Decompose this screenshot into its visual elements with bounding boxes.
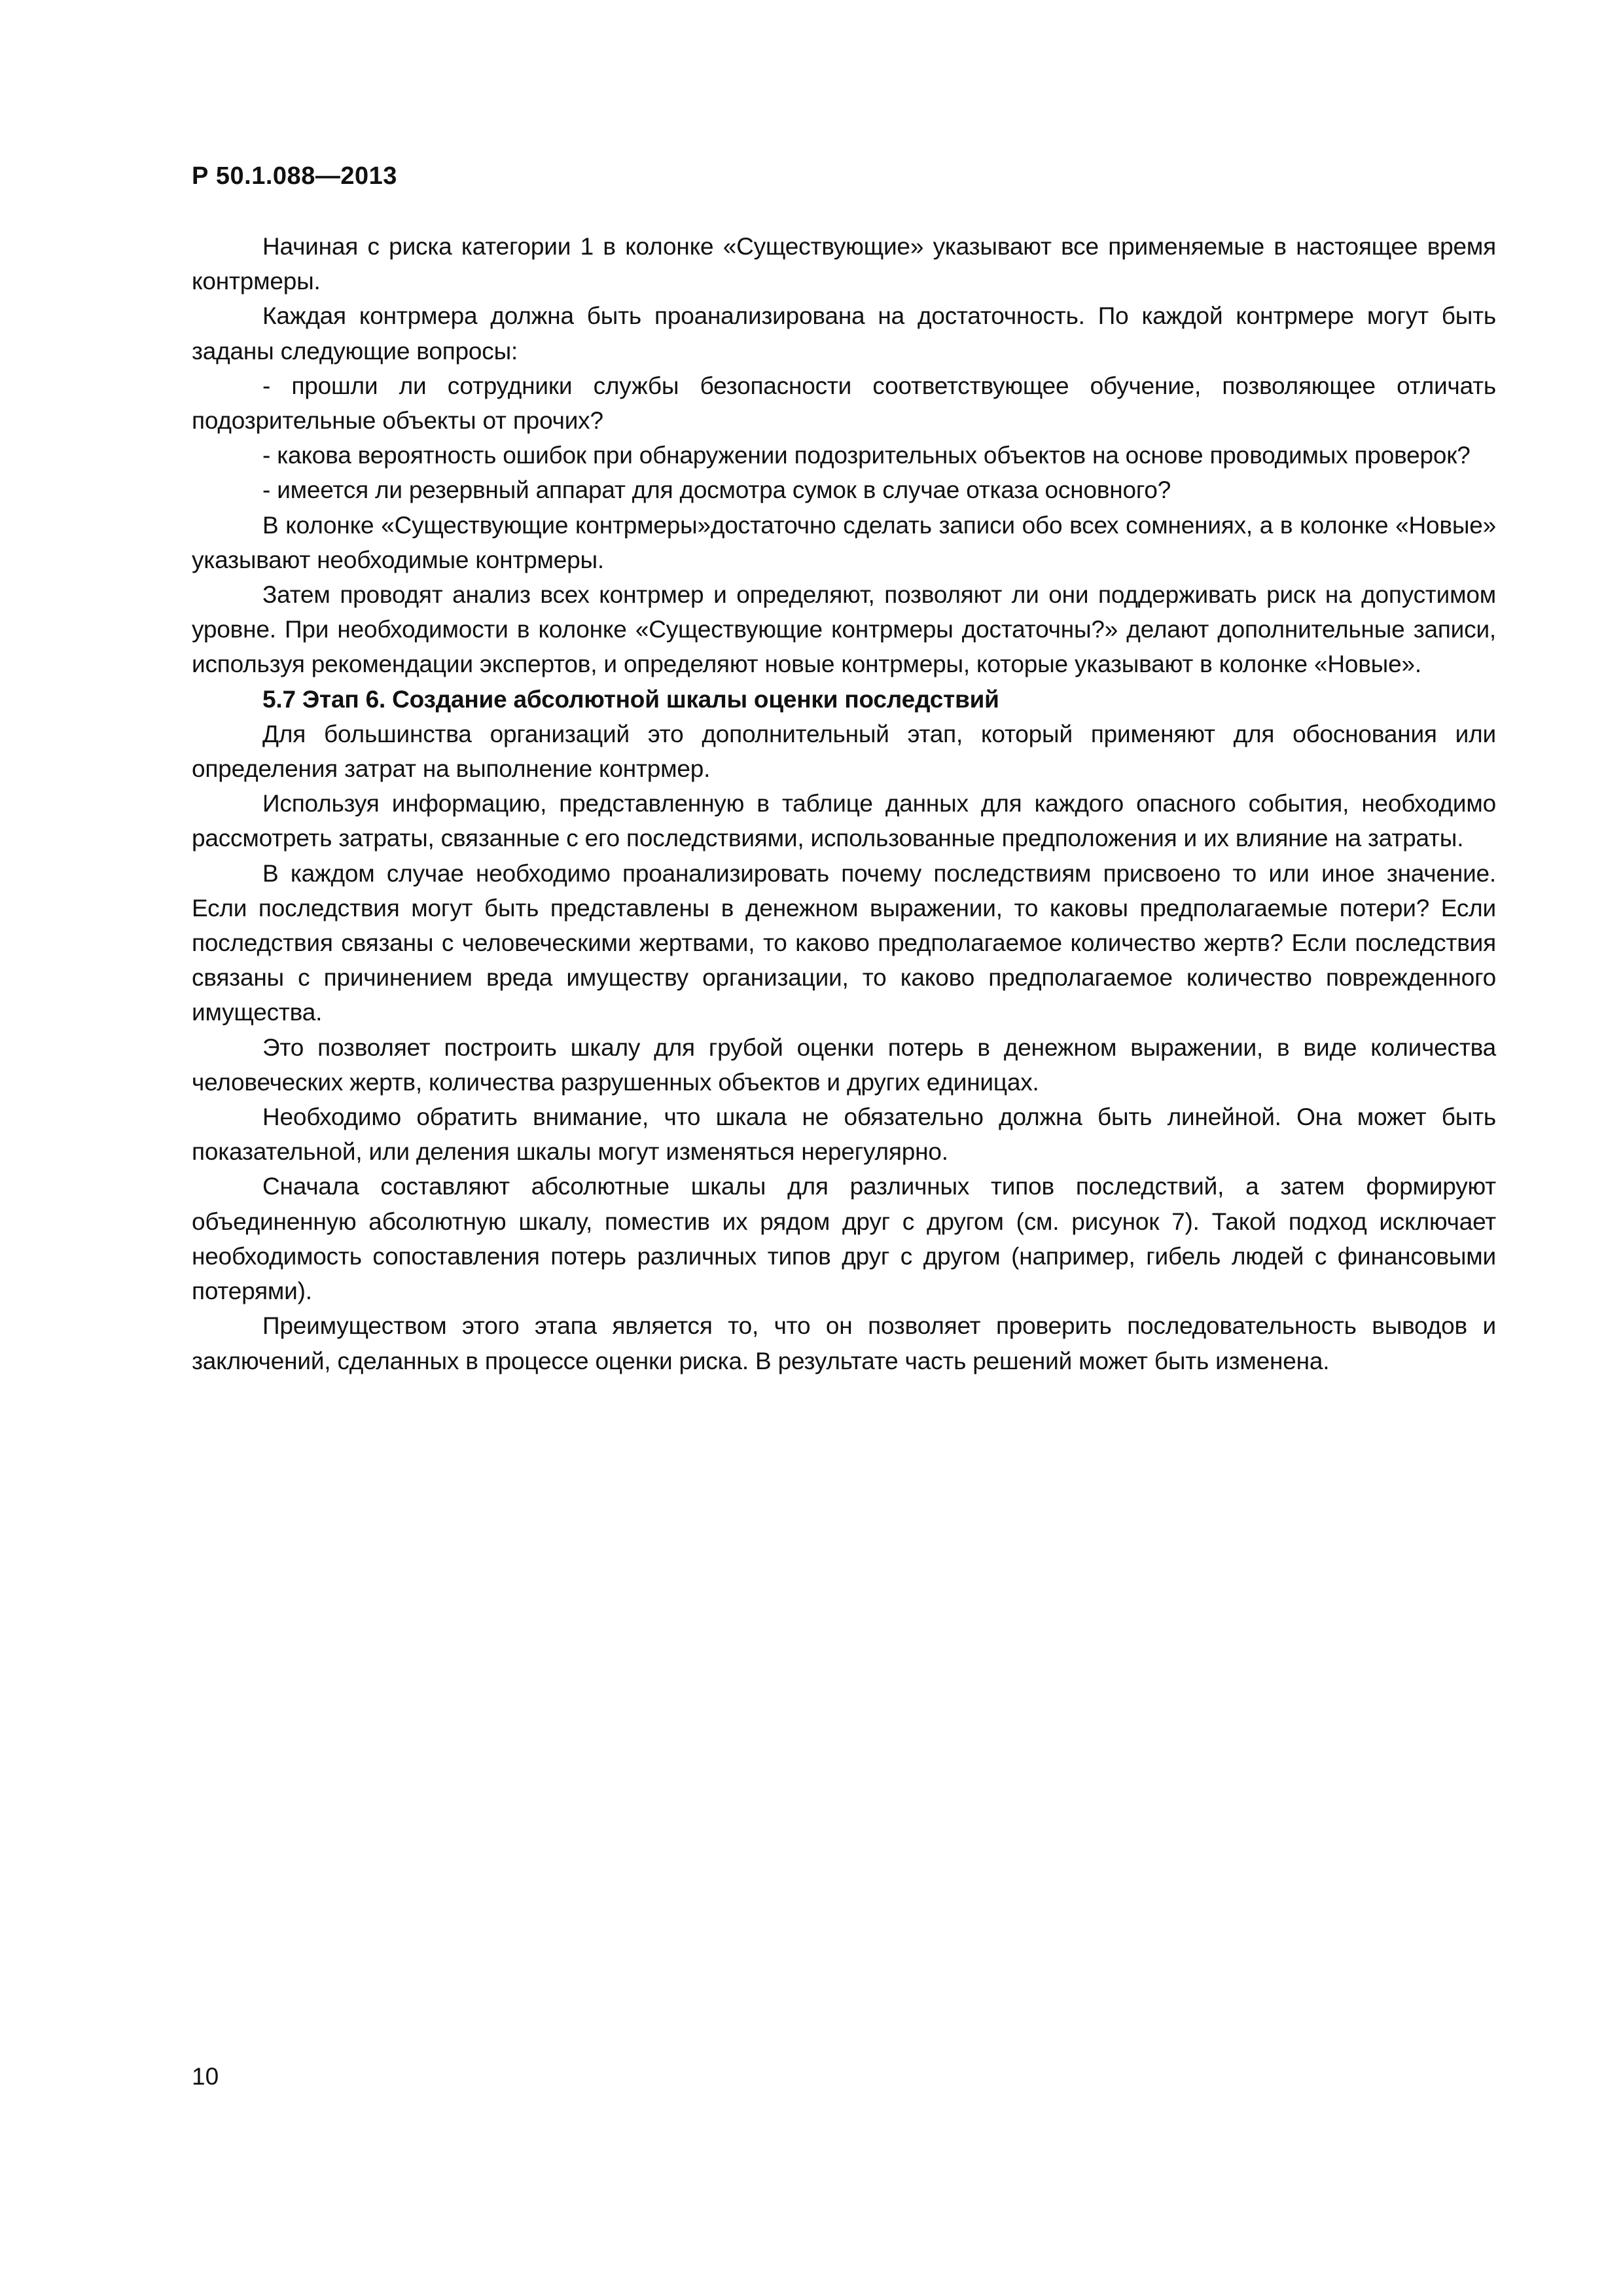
body-text — [192, 229, 1496, 1378]
paragraph: Используя информацию, представленную в таблице данных для каждого опасного события, необходимо рассмотреть затраты, связанные с его последствиями, использованные предположения и их влияние на затраты. — [192, 790, 1496, 852]
list-item: - прошли ли сотрудники службы безопасности соответствующее обучение, позволяющее отличать подозрительные объекты от прочих? — [192, 372, 1496, 435]
paragraph: Затем проводят анализ всех контрмер и определяют, позволяют ли они поддерживать риск на допустимом уровне. При необходимости в колонке «Существующие контрмеры достаточны?» делают дополнительные записи, используя рекомендации экспертов, и определяют новые контрмеры, которые указывают в колонке «Новые». — [192, 581, 1496, 678]
paragraph: В каждом случае необходимо проанализировать почему последствиям присвоено то или иное значение. Если последствия могут быть представлены в денежном выражении, то каковы предполагаемые потери? Если последствия связаны с человеческими жертвами, то каково предполагаемое количество жертв? Если последствия связаны с причинением вреда имуществу организации, то каково предполагаемое количество поврежденного имущества. — [192, 859, 1496, 1026]
paragraph: Преимуществом этого этапа является то, что он позволяет проверить последовательность выводов и заключений, сделанных в процессе оценки риска. В результате часть решений может быть изменена. — [192, 1312, 1496, 1374]
section-heading: 5.7 Этап 6. Создание абсолютной шкалы оценки последствий — [262, 685, 999, 713]
paragraph: В колонке «Существующие контрмеры»достаточно сделать записи обо всех сомнениях, а в колонке «Новые» указывают необходимые контрмеры. — [192, 511, 1496, 573]
paragraph: Сначала составляют абсолютные шкалы для различных типов последствий, а затем формируют объединенную абсолютную шкалу, поместив их рядом друг с другом (см. рисунок 7). Такой подход исключает необходимость сопоставления потерь различных типов друг с другом (например, гибель людей с финансовыми потерями). — [192, 1173, 1496, 1305]
list-item: - имеется ли резервный аппарат для досмотра сумок в случае отказа основного? — [262, 476, 1171, 504]
paragraph: Каждая контрмера должна быть проанализирована на достаточность. По каждой контрмере могут быть заданы следующие вопросы: — [192, 302, 1496, 365]
paragraph: Необходимо обратить внимание, что шкала не обязательно должна быть линейной. Она может быть показательной, или деления шкалы могут изменяться нерегулярно. — [192, 1103, 1496, 1166]
page-number: 10 — [192, 2063, 219, 2090]
list-item: - какова вероятность ошибок при обнаружении подозрительных объектов на основе проводимых проверок? — [262, 442, 1471, 469]
paragraph: Для большинства организаций это дополнительный этап, который применяют для обоснования или определения затрат на выполнение контрмер. — [192, 720, 1496, 783]
paragraph: Это позволяет построить шкалу для грубой оценки потерь в денежном выражении, в виде количества человеческих жертв, количества разрушенных объектов и других единицах. — [192, 1033, 1496, 1096]
paragraph: Начиная с риска категории 1 в колонке «Существующие» указывают все применяемые в настоящее время контрмеры. — [192, 233, 1496, 295]
document-code: Р 50.1.088—2013 — [192, 162, 397, 190]
